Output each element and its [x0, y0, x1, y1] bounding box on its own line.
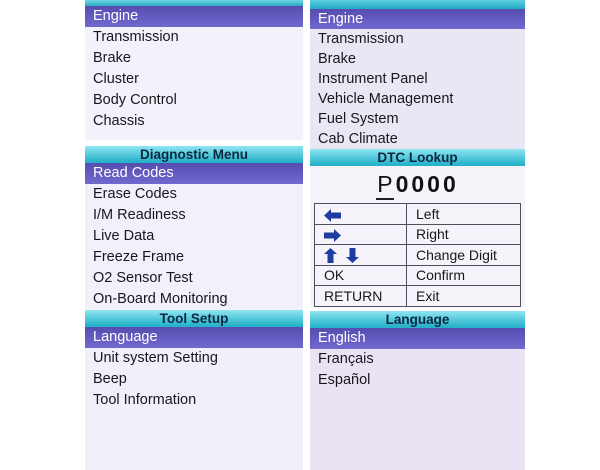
dtc-key-help-table	[314, 203, 521, 307]
cutoff-menu-header-bar	[310, 0, 525, 9]
menu-item-instrument-panel[interactable]: Instrument Panel	[318, 71, 428, 87]
menu-item-brake[interactable]: Brake	[93, 50, 131, 66]
help-label: Change Digit	[407, 245, 521, 266]
menu-item-unit-system-setting[interactable]: Unit system Setting	[93, 350, 218, 366]
dtc-code-entry[interactable]	[310, 170, 525, 202]
menu-item-francais[interactable]: Français	[318, 351, 374, 367]
menu-list	[85, 327, 303, 411]
menu-item-o2-sensor-test[interactable]: O2 Sensor Test	[93, 270, 193, 286]
panel-systems-menu-right	[310, 0, 525, 149]
menu-item-chassis[interactable]: Chassis	[93, 113, 145, 129]
menu-item-brake[interactable]: Brake	[318, 51, 356, 67]
menu-list	[85, 163, 303, 310]
menu-item-transmission[interactable]: Transmission	[93, 29, 179, 45]
key-cell	[315, 245, 407, 266]
menu-item-read-codes[interactable]: Read Codes	[85, 163, 303, 184]
panel-title: DTC Lookup	[310, 149, 525, 166]
menu-item-transmission[interactable]: Transmission	[318, 31, 404, 47]
down-arrow-icon	[346, 248, 359, 263]
menu-item-im-readiness[interactable]: I/M Readiness	[93, 207, 186, 223]
help-label: Left	[407, 204, 521, 225]
left-arrow-icon	[324, 209, 341, 222]
menu-item-vehicle-management[interactable]: Vehicle Management	[318, 91, 454, 107]
key-cell	[315, 204, 407, 225]
key-cell	[315, 224, 407, 245]
menu-item-cluster[interactable]: Cluster	[93, 71, 139, 87]
help-label: Right	[407, 224, 521, 245]
menu-item-espanol[interactable]: Español	[318, 372, 371, 388]
menu-item-erase-codes[interactable]: Erase Codes	[93, 186, 177, 202]
help-row-right	[315, 224, 521, 245]
panel-title: Diagnostic Menu	[85, 146, 303, 163]
dtc-code-cursor-char: P	[376, 170, 393, 200]
menu-list	[310, 9, 525, 149]
menu-list	[85, 6, 303, 132]
menu-item-cab-climate[interactable]: Cab Climate	[318, 131, 398, 147]
help-label: Confirm	[407, 265, 521, 286]
menu-item-tool-information[interactable]: Tool Information	[93, 392, 197, 408]
help-row-return	[315, 286, 521, 307]
help-row-change-digit	[315, 245, 521, 266]
panel-language	[310, 311, 525, 470]
help-label: Exit	[407, 286, 521, 307]
menu-item-engine[interactable]: Engine	[310, 9, 525, 29]
menu-item-engine[interactable]: Engine	[85, 6, 303, 27]
right-arrow-icon	[324, 229, 341, 242]
menu-item-language[interactable]: Language	[85, 327, 303, 348]
key-cell: RETURN	[315, 286, 407, 307]
panel-systems-menu-left	[85, 0, 303, 140]
key-cell: OK	[315, 265, 407, 286]
menu-item-english[interactable]: English	[310, 328, 525, 349]
panel-title: Tool Setup	[85, 310, 303, 327]
menu-item-fuel-system[interactable]: Fuel System	[318, 111, 399, 127]
panel-tool-setup	[85, 310, 303, 470]
menu-item-freeze-frame[interactable]: Freeze Frame	[93, 249, 185, 265]
panel-diagnostic-menu	[85, 146, 303, 310]
menu-item-live-data[interactable]: Live Data	[93, 228, 155, 244]
menu-item-on-board-monitoring[interactable]: On-Board Monitoring	[93, 291, 228, 307]
help-row-left	[315, 204, 521, 225]
menu-list	[310, 328, 525, 391]
dtc-code-digits: 0000	[395, 171, 459, 197]
help-row-ok	[315, 265, 521, 286]
panel-dtc-lookup	[310, 149, 525, 307]
panel-title: Language	[310, 311, 525, 328]
up-arrow-icon	[324, 248, 337, 263]
menu-item-beep[interactable]: Beep	[93, 371, 127, 387]
menu-item-body-control[interactable]: Body Control	[93, 92, 177, 108]
